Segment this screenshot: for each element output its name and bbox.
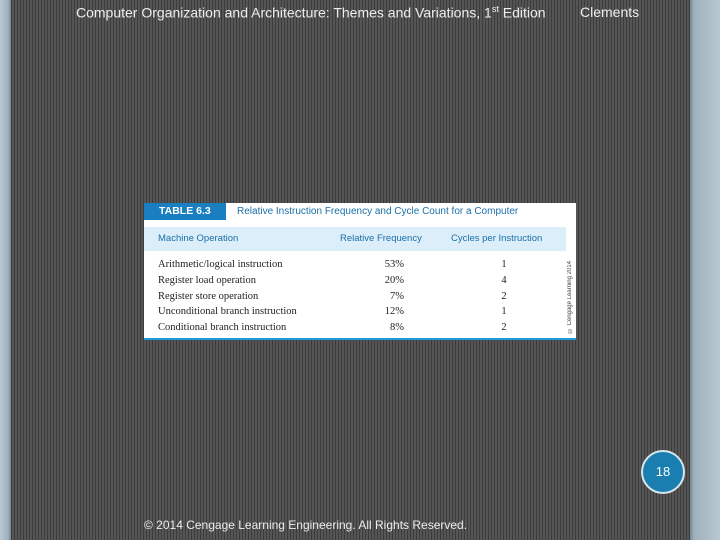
copyright-footer: © 2014 Cengage Learning Engineering. All Rights Reserved.	[144, 518, 468, 532]
table-row	[144, 320, 566, 336]
table-caption: Relative Instruction Frequency and Cycle Count for a Computer	[237, 206, 519, 217]
table-row	[144, 304, 566, 320]
right-border-rail	[690, 0, 720, 540]
cell-frequency: 12%	[384, 306, 404, 318]
cell-cycles: 1	[501, 259, 507, 270]
table-label: TABLE 6.3	[144, 203, 226, 220]
page-number-badge: 18	[641, 450, 685, 494]
table-row	[144, 273, 566, 289]
book-title-main: Computer Organization and Architecture: Themes and Variations, 1	[76, 4, 492, 21]
book-title	[76, 4, 546, 21]
column-header-cycles: Cycles per Instruction	[451, 233, 543, 244]
cell-frequency: 53%	[384, 259, 404, 270]
book-title-end: Edition	[498, 4, 546, 21]
book-title-superscript: st	[491, 4, 499, 14]
cell-frequency: 20%	[384, 274, 404, 286]
cell-operation: Register store operation	[158, 290, 259, 302]
column-header-operation: Machine Operation	[158, 233, 239, 244]
table-title-bar	[144, 203, 576, 221]
cell-cycles: 2	[501, 290, 507, 302]
table-figure	[144, 203, 576, 340]
table-row	[144, 257, 566, 273]
cell-frequency: 8%	[390, 322, 404, 334]
table-header-row	[144, 227, 566, 251]
cell-cycles: 4	[501, 274, 507, 286]
table-body	[144, 257, 566, 336]
cell-cycles: 1	[501, 306, 507, 318]
table-row	[144, 289, 566, 305]
cell-frequency: 7%	[390, 290, 404, 302]
column-header-frequency: Relative Frequency	[340, 233, 422, 244]
cell-operation: Unconditional branch instruction	[158, 306, 297, 318]
cell-cycles: 2	[501, 322, 507, 334]
author-name: Clements	[580, 4, 640, 20]
cell-operation: Arithmetic/logical instruction	[158, 259, 283, 270]
cell-operation: Register load operation	[158, 274, 256, 286]
image-credit: © Cengage Learning 2014	[567, 261, 573, 334]
cell-operation: Conditional branch instruction	[158, 322, 287, 334]
left-border-rail	[0, 0, 11, 540]
